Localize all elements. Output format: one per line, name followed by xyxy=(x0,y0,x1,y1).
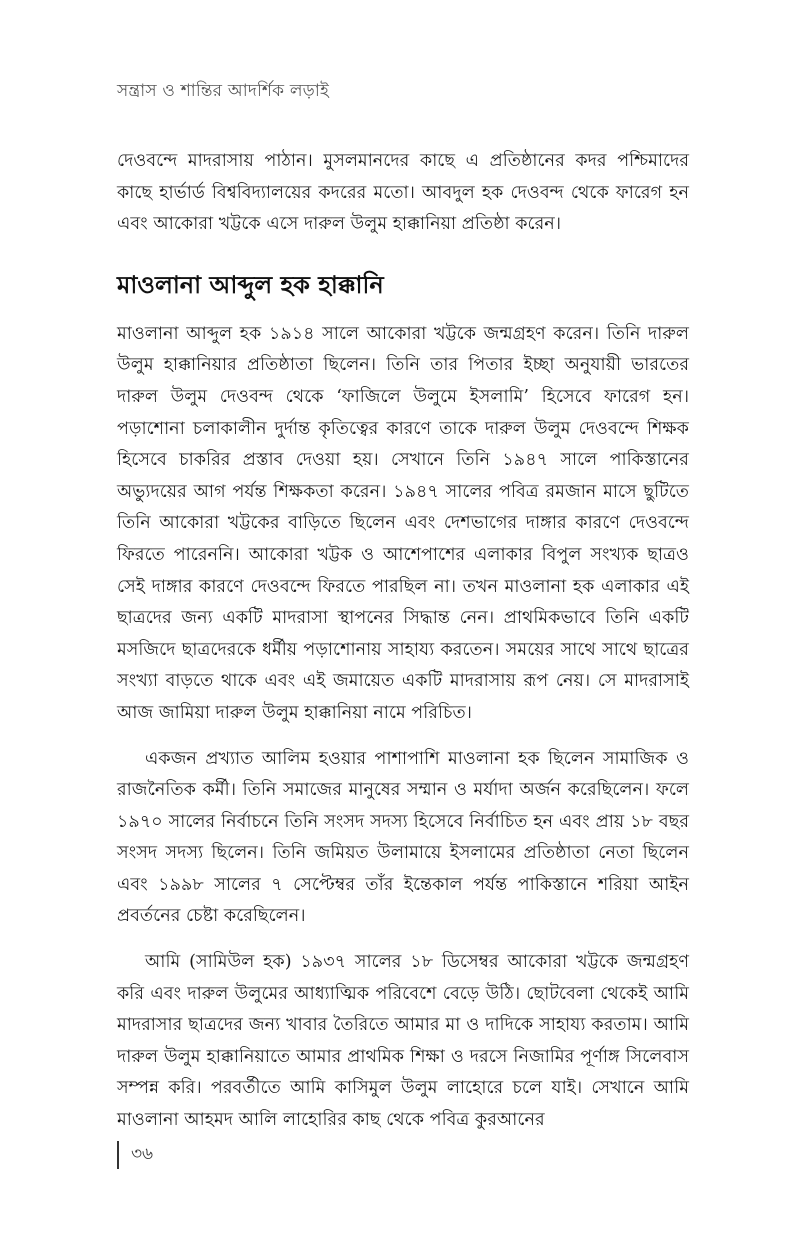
intro-paragraph: দেওবন্দে মাদরাসায় পাঠান। মুসলমানদের কাছে এ প্রতিষ্ঠানের কদর পশ্চিমাদের কাছে হার্ভার্ড বিশ্ববিদ্যালয়ের কদরের মতো। আবদুল হক দেওবন্দ থেকে ফারেগ হন এবং আকোরা খট্টকে এসে দারুল উলুম হাক্কানিয়া প্রতিষ্ঠা করেন। xyxy=(117,151,689,235)
running-header: সন্ত্রাস ও শান্তির আদর্শিক লড়াই xyxy=(117,81,329,101)
body-paragraph-2: একজন প্রখ্যাত আলিম হওয়ার পাশাপাশি মাওলানা হক ছিলেন সামাজিক ও রাজনৈতিক কর্মী। তিনি সমাজের মানুষের সম্মান ও মর্যাদা অর্জন করেছিলেন। ফলে ১৯৭০ সালের নির্বাচনে তিনি সংসদ সদস্য হিসেবে নির্বাচিত হন এবং প্রায় ১৮ বছর সংসদ সদস্য ছিলেন। তিনি জমিয়ত উলামায়ে ইসলামের প্রতিষ্ঠাতা নেতা ছিলেন এবং ১৯৯৮ সালের ৭ সেপ্টেম্বর তাঁর ইন্তেকাল পর্যন্ত পাকিস্তানে শরিয়া আইন প্রবর্তনের চেষ্টা করেছিলেন। xyxy=(117,748,689,927)
body-paragraph-1: মাওলানা আব্দুল হক ১৯১৪ সালে আকোরা খট্টকে জন্মগ্রহণ করেন। তিনি দারুল উলুম হাক্কানিয়ার প্রতিষ্ঠাতা ছিলেন। তিনি তার পিতার ইচ্ছা অনুযায়ী ভারতের দারুল উলুম দেওবন্দ থেকে ‘ফাজিলে উলুমে ইসলামি’ হিসেবে ফারেগ হন। পড়াশোনা চলাকালীন দুর্দান্ত কৃতিত্বের কারণে তাকে দারুল উলুম দেওবন্দে শিক্ষক হিসেবে চাকরির প্রস্তাব দেওয়া হয়। সেখানে তিনি ১৯৪৭ সালে পাকিস্তানের অভ্যুদয়ের আগ পর্যন্ত শিক্ষকতা করেন। ১৯৪৭ সালের পবিত্র রমজান মাসে ছুটিতে তিনি আকোরা খট্টকের বাড়িতে ছিলেন এবং দেশভাগের দাঙ্গার কারণে দেওবন্দে ফিরতে পারেননি। আকোরা খট্টক ও আশেপাশের এলাকার বিপুল সংখ্যক ছাত্রও সেই দাঙ্গার কারণে দেওবন্দে ফিরতে পারছিল না। তখন মাওলানা হক এলাকার এই ছাত্রদের জন্য একটি মাদরাসা স্থাপনের সিদ্ধান্ত নেন। প্রাথমিকভাবে তিনি একটি মসজিদে ছাত্রদেরকে ধর্মীয় পড়াশোনায় সাহায্য করতেন। সময়ের সাথে সাথে ছাত্রের সংখ্যা বাড়তে থাকে এবং এই জমায়েত একটি মাদরাসায় রূপ নেয়। সে মাদরাসাই আজ জামিয়া দারুল উলুম হাক্কানিয়া নামে পরিচিত। xyxy=(117,323,689,723)
page-number: ৩৬ xyxy=(131,1144,154,1164)
body-paragraph-3: আমি (সামিউল হক) ১৯৩৭ সালের ১৮ ডিসেম্বর আকোরা খট্টকে জন্মগ্রহণ করি এবং দারুল উলুমের আধ্যাত্মিক পরিবেশে বেড়ে উঠি। ছোটবেলা থেকেই আমি মাদরাসার ছাত্রদের জন্য খাবার তৈরিতে আমার মা ও দাদিকে সাহায্য করতাম। আমি দারুল উলুম হাক্কানিয়াতে আমার প্রাথমিক শিক্ষা ও দরসে নিজামির পূর্ণাঙ্গ সিলেবাস সম্পন্ন করি। পরবর্তীতে আমি কাসিমুল উলুম লাহোরে চলে যাই। সেখানে আমি মাওলানা আহমদ আলি লাহোরির কাছ থেকে পবিত্র কুরআনের xyxy=(117,952,690,1131)
section-heading: মাওলানা আব্দুল হক হাক্কানি xyxy=(117,270,384,299)
footer-rule xyxy=(117,1141,119,1169)
paragraph-spacer xyxy=(117,933,689,947)
page-footer xyxy=(117,1140,153,1170)
page-body xyxy=(117,146,689,1137)
paragraph-spacer xyxy=(117,730,689,744)
